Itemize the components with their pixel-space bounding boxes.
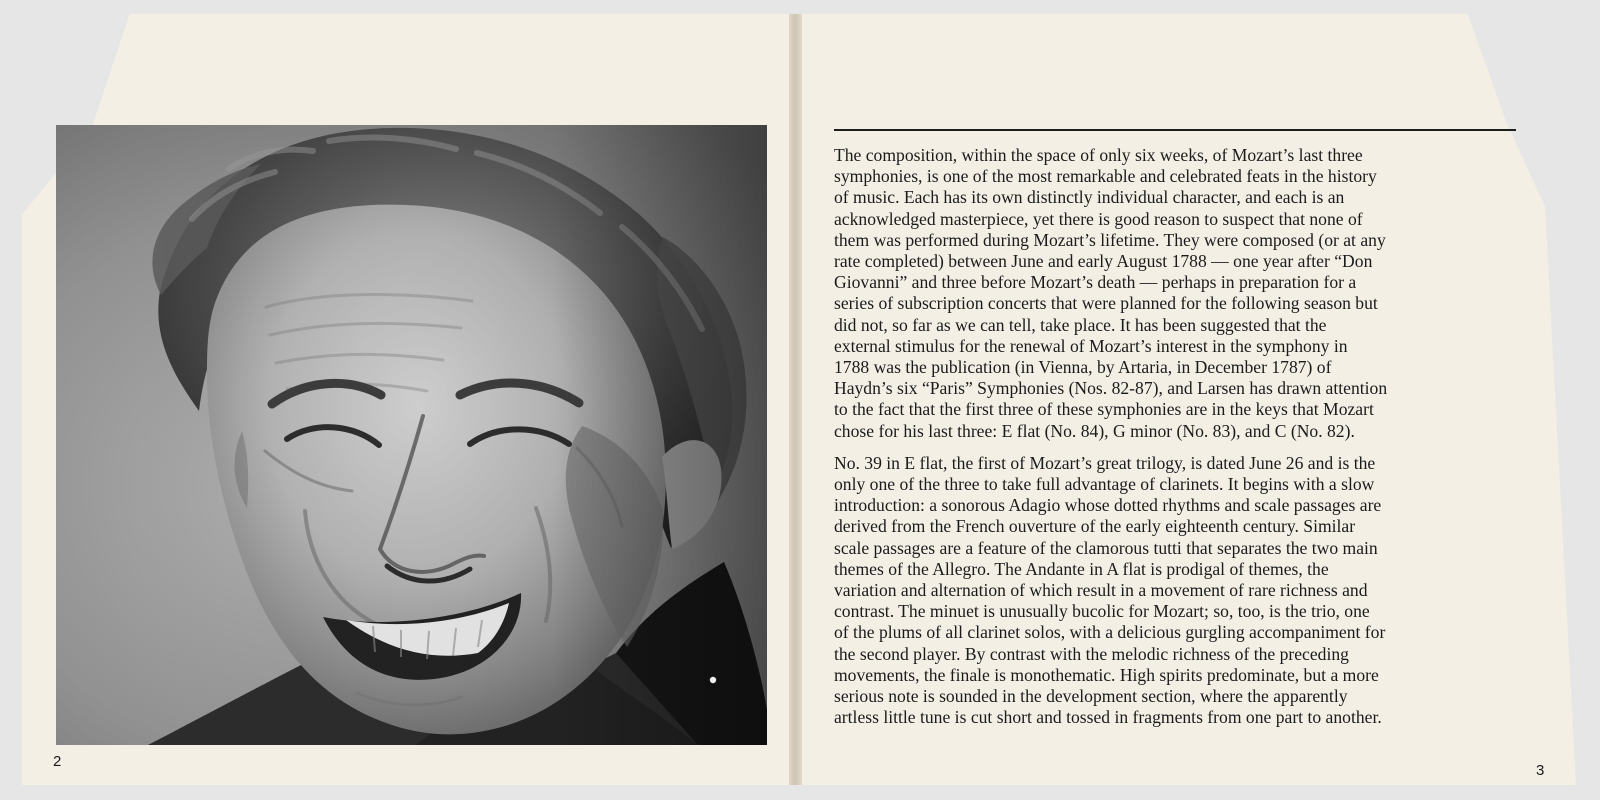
essay-line: the second player. By contrast with the melodic richness of the preceding: [834, 643, 1349, 664]
essay-line: Haydn’s six “Paris” Symphonies (Nos. 82-87), and Larsen has drawn attention: [834, 378, 1388, 399]
essay-line: artless little tune is cut short and tossed in fragments from one part to another.: [834, 707, 1382, 728]
essay-line: themes of the Allegro. The Andante in A flat is prodigal of themes, the: [834, 558, 1329, 579]
essay-line: acknowledged masterpiece, yet there is good reason to suspect that none of: [834, 208, 1363, 229]
essay-line: them was performed during Mozart’s lifetime. They were composed (or at any: [834, 229, 1386, 250]
essay-line: rate completed) between June and early August 1788 — one year after “Don: [834, 251, 1373, 272]
essay-line: external stimulus for the renewal of Mozart’s interest in the symphony in: [834, 335, 1348, 356]
essay-paragraph-2: [834, 453, 1534, 729]
booklet-gutter: [789, 14, 803, 785]
essay-line: scale passages are a feature of the clamorous tutti that separates the two main: [834, 537, 1378, 558]
essay-line: 1788 was the publication (in Vienna, by Artaria, in December 1787) of: [834, 357, 1332, 378]
essay-line: derived from the French ouverture of the early eighteenth century. Similar: [834, 516, 1356, 537]
essay-line: series of subscription concerts that were planned for the following season but: [834, 293, 1378, 314]
essay-line: The composition, within the space of only six weeks, of Mozart’s last three: [834, 145, 1363, 165]
essay-line: movements, the finale is monothematic. High spirits predominate, but a more: [834, 664, 1379, 685]
essay-line: chose for his last three: E flat (No. 84), G minor (No. 83), and C (No. 82).: [834, 420, 1355, 441]
essay-line: serious note is sounded in the development section, where the apparently: [834, 686, 1348, 707]
right-page-number: 3: [1536, 762, 1545, 779]
essay-line: of the plums of all clarinet solos, with a delicious gurgling accompaniment for: [834, 622, 1386, 643]
header-rule: [834, 129, 1516, 131]
photo-speck: [710, 677, 716, 683]
essay-line: introduction: a sonorous Adagio whose dotted rhythms and scale passages are: [834, 495, 1382, 516]
essay-line: No. 39 in E flat, the first of Mozart’s great trilogy, is dated June 26 and is the: [834, 452, 1376, 473]
left-page-number: 2: [53, 753, 62, 770]
essay-line: variation and alternation of which result in a movement of rare richness and: [834, 580, 1368, 601]
essay-line: to the fact that the first three of these symphonies are in the keys that Mozart: [834, 399, 1374, 420]
essay-line: symphonies, is one of the most remarkable and celebrated feats in the history: [834, 166, 1377, 187]
portrait-photo: [56, 125, 767, 745]
essay-paragraph-1: [834, 145, 1534, 442]
essay-line: of music. Each has its own distinctly individual character, and each is an: [834, 187, 1345, 208]
essay-text: [834, 145, 1534, 728]
essay-line: only one of the three to take full advantage of clarinets. It begins with a slow: [834, 474, 1375, 495]
essay-line: Giovanni” and three before Mozart’s death — perhaps in preparation for a: [834, 272, 1357, 293]
essay-line: did not, so far as we can tell, take place. It has been suggested that the: [834, 314, 1327, 335]
essay-line: contrast. The minuet is unusually bucolic for Mozart; so, too, is the trio, one: [834, 601, 1370, 622]
